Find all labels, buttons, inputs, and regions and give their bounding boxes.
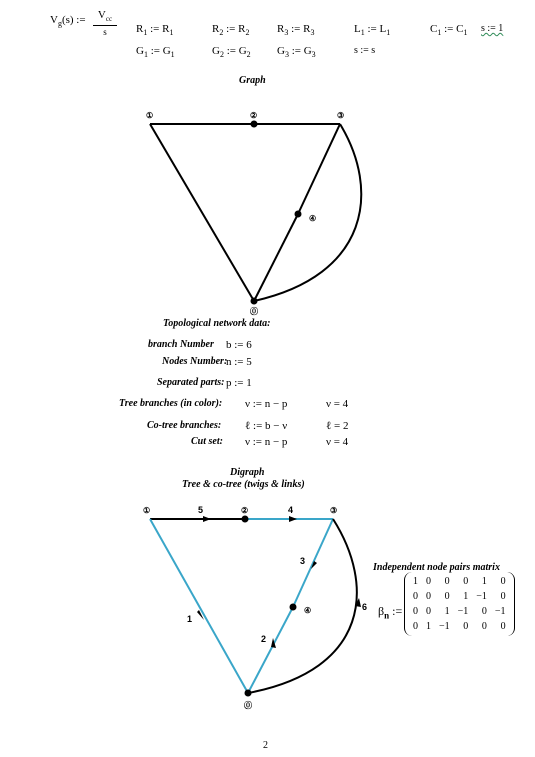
matrix-cell: 0	[426, 576, 431, 587]
topo-label-parts: Separated parts:	[157, 377, 225, 388]
matrix-symbol: $\beta_n$ :=	[378, 604, 403, 621]
digraph-subtitle: Tree & co-tree (twigs & links)	[182, 479, 305, 490]
matrix-cell: 0	[463, 576, 469, 587]
edge-3-4	[298, 124, 340, 214]
topo-result-cutset: ν = 4	[326, 436, 349, 448]
dg-branch-3	[293, 519, 333, 607]
matrix-cell: −1	[476, 591, 487, 602]
topo-label-nodes: Nodes Number:	[162, 356, 228, 367]
matrix-table	[409, 574, 510, 634]
matrix-cell: 0	[413, 606, 418, 617]
def-r3: $R_3$ := $R_3$	[277, 23, 315, 38]
def-g1: $G_1$ := $G_1$	[136, 45, 175, 60]
def-g2: $G_2$ := $G_2$	[212, 45, 251, 60]
digraph-title: Digraph	[230, 467, 265, 478]
matrix-cell: 0	[500, 591, 506, 602]
matrix-row	[409, 619, 510, 634]
graph-node-0: ⓪	[250, 307, 258, 316]
matrix-cell: −1	[494, 606, 506, 617]
matrix-cell: 1	[463, 591, 469, 602]
matrix-cell: 0	[426, 591, 431, 602]
digraph-node-3: ③	[330, 506, 338, 515]
digraph-node-2: ②	[241, 506, 249, 515]
digraph-node-4: ④	[304, 606, 312, 615]
vg-definition: $V_g(s)$ :=	[50, 14, 86, 29]
digraph-node-0: ⓪	[244, 701, 252, 710]
matrix-cell: 0	[500, 576, 506, 587]
edge-3-0-arc	[254, 124, 361, 301]
graph-node-3: ③	[337, 111, 345, 120]
dg-branch-1	[150, 519, 248, 693]
page-number: 2	[263, 740, 268, 751]
matrix-cell: −1	[457, 606, 469, 617]
edge-1-0	[150, 124, 254, 301]
graph-node-4: ④	[309, 214, 317, 223]
topo-title: Topological network data:	[163, 318, 271, 329]
branch-label-6: 6	[362, 602, 368, 612]
graph-node-2: ②	[250, 111, 258, 120]
matrix-cell: 0	[413, 621, 418, 632]
dg-branch-6	[248, 519, 357, 693]
matrix-cell: 1	[413, 576, 418, 587]
matrix-cell: 0	[481, 606, 487, 617]
topo-label-cotree: Co-tree branches:	[147, 420, 222, 431]
edge-4-0	[254, 214, 298, 301]
matrix-cell: 0	[463, 621, 469, 632]
def-l1: $L_1$ := $L_1$	[354, 23, 391, 38]
topo-expr-branch: b := 6	[226, 339, 252, 351]
branch-label-5: 5	[198, 505, 204, 515]
matrix-cell: −1	[439, 621, 450, 632]
topo-label-cutset: Cut set:	[191, 436, 223, 447]
matrix-cell: 0	[481, 621, 487, 632]
def-g3: $G_3$ := $G_3$	[277, 45, 316, 60]
topo-expr-cotree: ℓ := b − ν	[245, 420, 288, 432]
def-r1: $R_1$ := $R_1$	[136, 23, 174, 38]
vg-fraction: $V_{cc}$ s	[93, 9, 117, 38]
matrix-cell: 1	[481, 576, 487, 587]
branch-label-1: 1	[187, 614, 193, 624]
graph-node-1: ①	[146, 111, 154, 120]
def-r2: $R_2$ := $R_2$	[212, 23, 250, 38]
digraph-node-1: ①	[143, 506, 151, 515]
node-2-dot	[251, 121, 258, 128]
branch-label-4: 4	[288, 505, 294, 515]
matrix-cell: 0	[444, 576, 450, 587]
matrix-cell: 0	[444, 591, 450, 602]
topo-result-cotree: ℓ = 2	[326, 420, 349, 432]
def-s: s := 1	[481, 23, 504, 34]
topo-result-tree: ν = 4	[326, 398, 349, 410]
arrow-5	[203, 516, 211, 522]
matrix-cell: 1	[426, 621, 431, 632]
graph-title: Graph	[239, 75, 266, 86]
def-c1: $C_1$ := $C_1$	[430, 23, 468, 38]
branch-label-3: 3	[300, 556, 306, 566]
topo-label-tree: Tree branches (in color):	[119, 398, 223, 409]
matrix-body	[404, 572, 515, 636]
topo-label-branch: branch Number	[148, 339, 214, 350]
matrix-cell: 0	[413, 591, 418, 602]
topo-expr-tree: ν := n − p	[245, 398, 288, 410]
matrix-cell: 0	[500, 621, 506, 632]
topo-expr-cutset: ν := n − p	[245, 436, 288, 448]
topo-expr-nodes: n := 5	[226, 356, 252, 368]
matrix-row	[409, 574, 510, 589]
matrix-cell: 0	[426, 606, 431, 617]
matrix-cell: 1	[444, 606, 450, 617]
matrix-row	[409, 604, 510, 619]
arrow-4	[289, 516, 297, 522]
matrix-row	[409, 589, 510, 604]
node-0-dot	[251, 298, 258, 305]
dg-branch-2	[248, 607, 293, 693]
matrix-title: Independent node pairs matrix	[373, 562, 500, 573]
topo-expr-parts: p := 1	[226, 377, 252, 389]
def-s-identity: s := s	[354, 45, 376, 56]
node-4-dot	[295, 211, 302, 218]
branch-label-2: 2	[261, 634, 267, 644]
